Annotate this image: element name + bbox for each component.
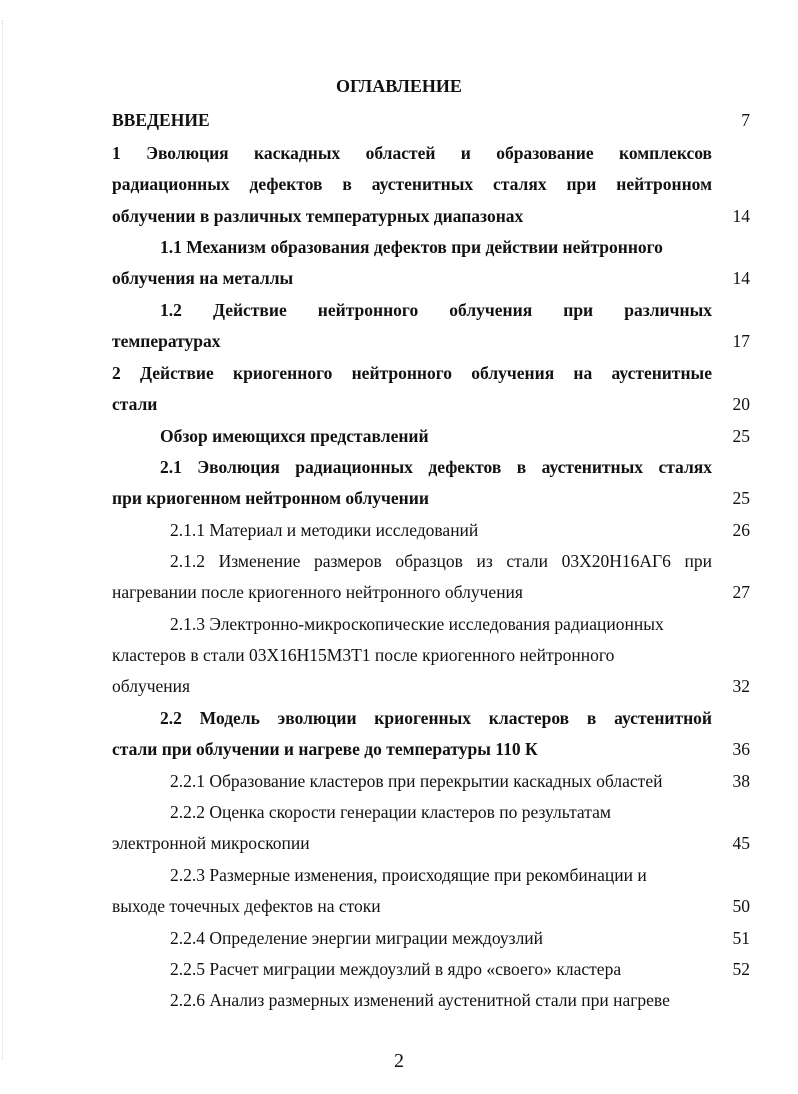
- toc-line: температурах: [112, 331, 221, 351]
- page-number: 2: [394, 1050, 404, 1072]
- toc-line: 2.2.4 Определение энергии миграции междоузлий: [170, 928, 544, 948]
- toc-line: 2.1.3 Электронно-микроскопические исследования радиационных: [170, 614, 664, 634]
- toc-page: 26: [732, 520, 750, 540]
- toc-page: 38: [732, 771, 750, 791]
- toc-line: кластеров в стали 03Х16Н15М3Т1 после криогенного нейтронного: [112, 645, 615, 665]
- toc-line: Обзор имеющихся представлений: [160, 426, 429, 446]
- toc-page: 32: [732, 676, 750, 696]
- toc-page: 14: [732, 206, 750, 226]
- toc-line: 2.1 Эволюция радиационных дефектов в аустенитных сталях: [160, 457, 712, 477]
- toc-line: 1.2 Действие нейтронного облучения при различных: [160, 300, 712, 320]
- toc-line: радиационных дефектов в аустенитных сталях при нейтронном: [112, 174, 712, 194]
- toc-line: 2.1.2 Изменение размеров образцов из стали 03Х20Н16АГ6 при: [170, 551, 712, 571]
- toc-line: стали: [112, 394, 158, 414]
- toc-line: выходе точечных дефектов на стоки: [112, 896, 381, 916]
- toc-line: стали при облучении и нагреве до температуры 110 К: [112, 739, 538, 759]
- toc-line: 2.2 Модель эволюции криогенных кластеров в аустенитной: [160, 708, 712, 728]
- toc-line: электронной микроскопии: [112, 833, 310, 853]
- toc-page: 50: [732, 896, 750, 916]
- toc-line: 1 Эволюция каскадных областей и образование комплексов: [112, 143, 712, 163]
- toc-page: 27: [732, 582, 750, 602]
- page-title: ОГЛАВЛЕНИЕ: [336, 76, 462, 96]
- toc-line: при криогенном нейтронном облучении: [112, 488, 429, 508]
- toc-line: нагревании после криогенного нейтронного облучения: [112, 582, 523, 602]
- toc-page: 45: [732, 833, 750, 853]
- toc-line: 2.2.2 Оценка скорости генерации кластеров по результатам: [170, 802, 611, 822]
- toc-line: 2.2.1 Образование кластеров при перекрытии каскадных областей: [170, 771, 663, 791]
- toc-line: облучении в различных температурных диапазонах: [112, 206, 524, 226]
- toc-line: облучения: [112, 676, 191, 696]
- scan-margin-marks: [2, 20, 13, 1060]
- toc-page: 51: [732, 928, 750, 948]
- toc-page: 20: [732, 394, 750, 414]
- toc-page: 14: [732, 268, 750, 288]
- toc-line: облучения на металлы: [112, 268, 294, 288]
- toc-line: 2.1.1 Материал и методики исследований: [170, 520, 479, 540]
- toc-page: 52: [732, 959, 750, 979]
- toc-line: 2 Действие криогенного нейтронного облучения на аустенитные: [112, 363, 712, 383]
- toc-page: 25: [732, 488, 750, 508]
- toc-page: 7: [741, 110, 750, 130]
- toc-page: 36: [732, 739, 750, 759]
- toc-line: 1.1 Механизм образования дефектов при действии нейтронного: [160, 237, 663, 257]
- toc-line: 2.2.3 Размерные изменения, происходящие при рекомбинации и: [170, 865, 647, 885]
- toc-page: 25: [732, 426, 750, 446]
- toc-line: 2.2.5 Расчет миграции междоузлий в ядро «своего» кластера: [170, 959, 622, 979]
- toc-line: ВВЕДЕНИЕ: [112, 110, 210, 130]
- toc-line: 2.2.6 Анализ размерных изменений аустенитной стали при нагреве: [170, 990, 670, 1010]
- toc-page: 17: [732, 331, 750, 351]
